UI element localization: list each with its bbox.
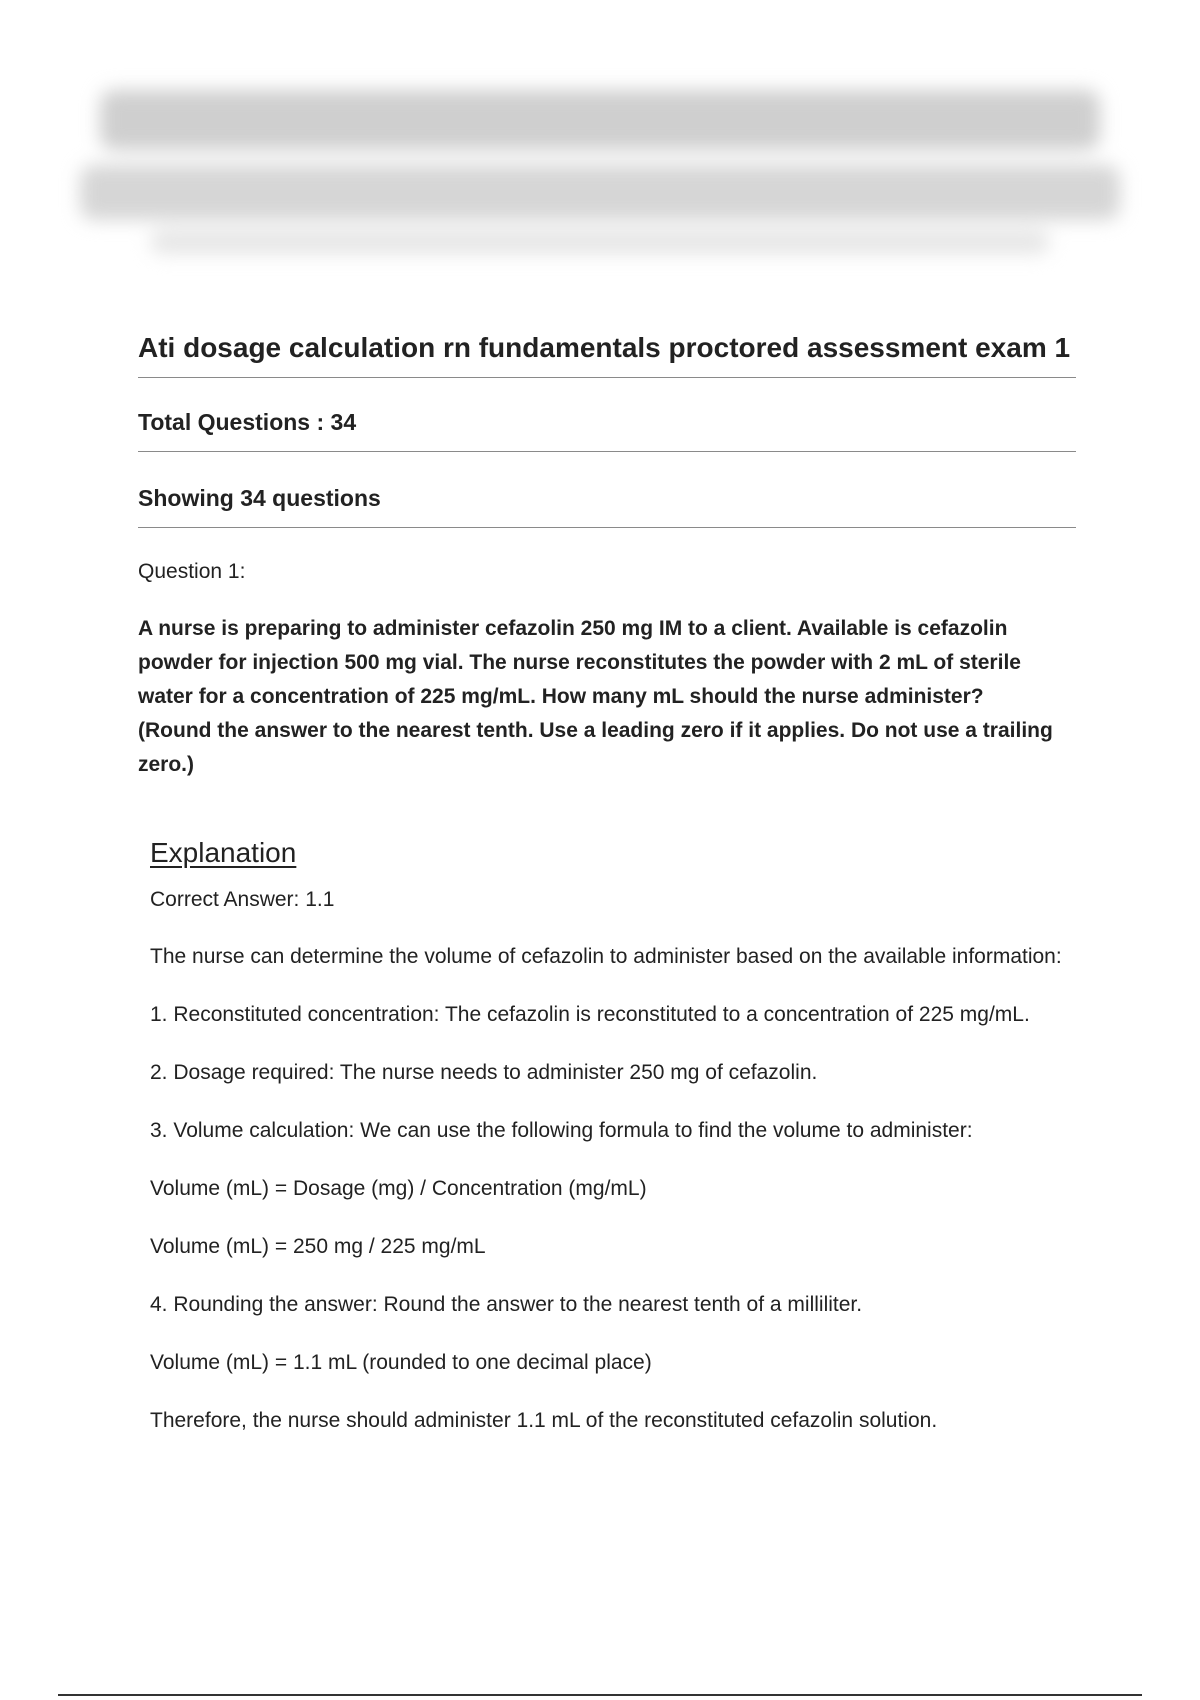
- page-bottom-divider: [58, 1694, 1142, 1696]
- explanation-paragraph: The nurse can determine the volume of cefazolin to administer based on the available information:: [150, 945, 1062, 968]
- blurred-header-line: [80, 165, 1120, 220]
- divider: [138, 527, 1076, 528]
- explanation-heading: Explanation: [150, 837, 297, 868]
- showing-count: Showing 34 questions: [138, 485, 381, 511]
- document-content: [138, 330, 1076, 1438]
- blurred-header: [70, 70, 1130, 260]
- divider: [138, 377, 1076, 378]
- explanation-paragraph: 1. Reconstituted concentration: The cefazolin is reconstituted to a concentration of 225 mg/mL.: [150, 1003, 1030, 1026]
- explanation-formula: Volume (mL) = 1.1 mL (rounded to one decimal place): [150, 1351, 652, 1374]
- correct-answer: Correct Answer: 1.1: [150, 888, 335, 911]
- question-text: A nurse is preparing to administer cefazolin 250 mg IM to a client. Available is cefazolin powder for injection 500 mg vial. The nurse reconstitutes the powder with 2 mL of sterile water for a concentration of 225 mg/mL. How many mL should the nurse administer? (Round the answer to the nearest tenth. Use a leading zero if it applies. Do not use a trailing zero.): [138, 617, 1053, 776]
- blurred-header-line: [150, 230, 1050, 254]
- explanation-formula: Volume (mL) = 250 mg / 225 mg/mL: [150, 1235, 486, 1258]
- document-title: Ati dosage calculation rn fundamentals proctored assessment exam 1: [138, 332, 1071, 363]
- explanation-conclusion: Therefore, the nurse should administer 1.1 mL of the reconstituted cefazolin solution.: [150, 1409, 938, 1432]
- blurred-header-line: [100, 90, 1100, 150]
- explanation-paragraph: 2. Dosage required: The nurse needs to administer 250 mg of cefazolin.: [150, 1061, 818, 1084]
- explanation-paragraph: 4. Rounding the answer: Round the answer to the nearest tenth of a milliliter.: [150, 1293, 863, 1316]
- divider: [138, 451, 1076, 452]
- question-number: Question 1:: [138, 560, 246, 583]
- explanation-paragraph: 3. Volume calculation: We can use the following formula to find the volume to administer:: [150, 1119, 973, 1142]
- explanation-formula: Volume (mL) = Dosage (mg) / Concentration (mg/mL): [150, 1177, 647, 1200]
- explanation-section: [150, 836, 1076, 1438]
- total-questions: Total Questions : 34: [138, 409, 357, 435]
